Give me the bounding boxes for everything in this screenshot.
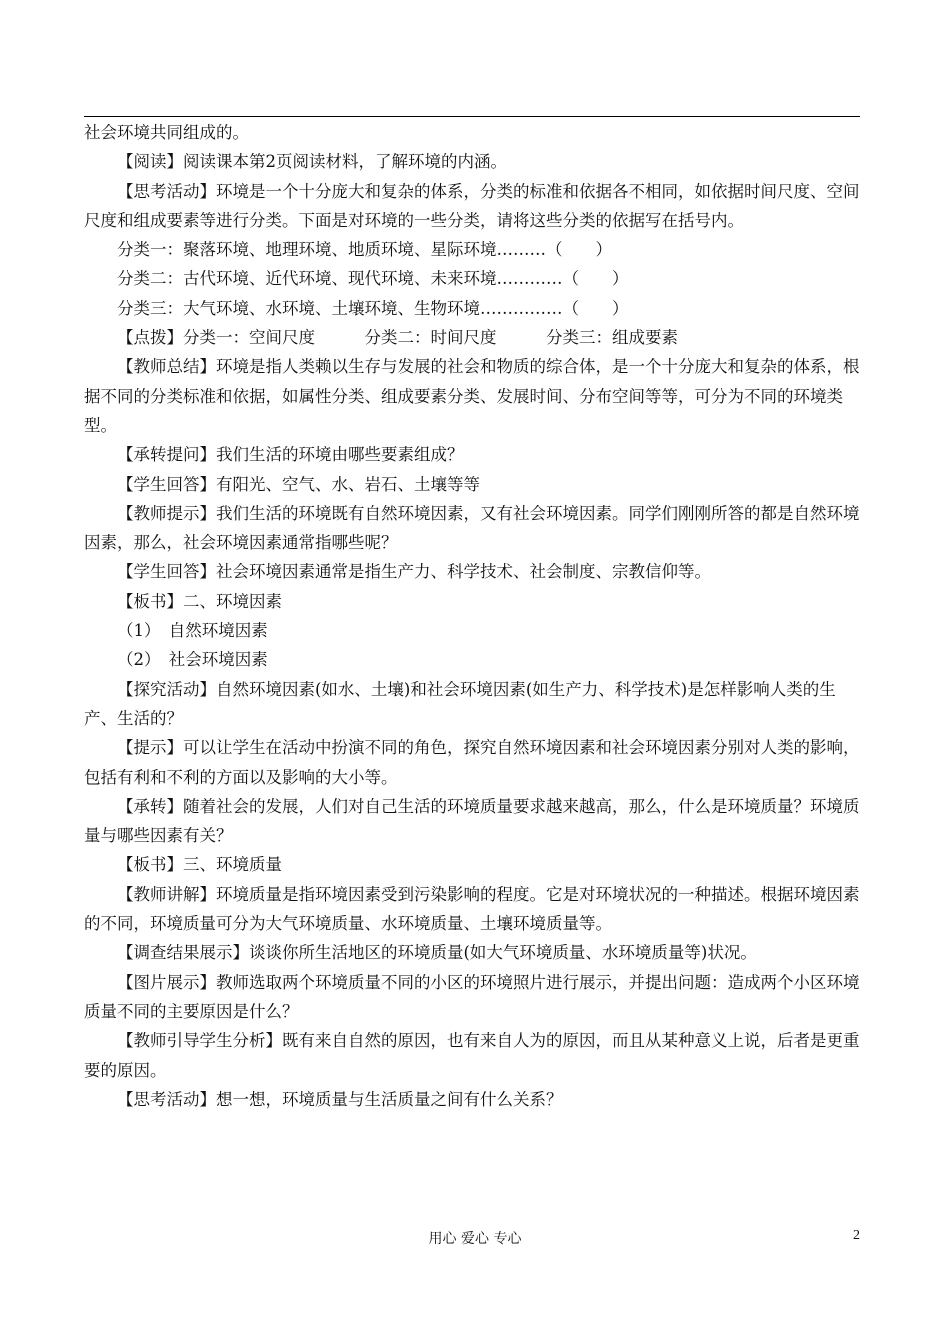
paragraph-continuation: 社会环境共同组成的。 <box>84 123 249 142</box>
paragraph-thinking-activity: 【思考活动】环境是一个十分庞大和复杂的体系，分类的标准和依据各不相同，如依据时间尺度、空间尺度和组成要素等进行分类。下面是对环境的一些分类，请将这些分类的依据写在括号内。 <box>84 181 860 230</box>
document-body <box>84 118 860 1114</box>
paragraph-picture-display: 【图片展示】教师选取两个环境质量不同的小区的环境照片进行展示，并提出问题：造成两个小区环境质量不同的主要原因是什么？ <box>84 972 860 1021</box>
paragraph-student-answer-1: 【学生回答】有阳光、空气、水、岩石、土壤等等 <box>117 474 480 494</box>
paragraph-thinking-activity-2: 【思考活动】想一想，环境质量与生活质量之间有什么关系？ <box>117 1089 563 1109</box>
paragraph-teacher-prompt: 【教师提示】我们生活的环境既有自然环境因素，又有社会环境因素。同学们刚刚所答的都是自然环境因素，那么，社会环境因素通常指哪些呢？ <box>84 503 860 553</box>
paragraph-transition-question: 【承转提问】我们生活的环境由哪些要素组成？ <box>117 445 464 465</box>
paragraph-transition: 【承转】随着社会的发展，人们对自己生活的环境质量要求越来越高，那么，什么是环境质量？环境质量与哪些因素有关？ <box>84 796 860 846</box>
paragraph-inquiry-activity: 【探究活动】自然环境因素(如水、土壤)和社会环境因素(如生产力、科学技术)是怎样影响人类的生产、生活的？ <box>84 679 836 728</box>
paragraph-hint: 【点拨】分类一：空间尺度 分类二：时间尺度 分类三：组成要素 <box>117 328 678 348</box>
list-item-social-factors: （2） 社会环境因素 <box>117 650 268 670</box>
paragraph-teacher-summary: 【教师总结】环境是指人类赖以生存与发展的社会和物质的综合体，是一个十分庞大和复杂的体系，根据不同的分类标准和依据，如属性分类、组成要素分类、发展时间、分布空间等等，可分为不同的环境类型。 <box>84 357 860 435</box>
classification-three: 分类三：大气环境、水环境、土壤环境、生物环境……………（ ） <box>117 298 629 318</box>
page-number: 2 <box>853 1228 860 1243</box>
paragraph-survey-results: 【调查结果展示】谈谈你所生活地区的环境质量(如大气环境质量、水环境质量等)状况。 <box>117 943 757 963</box>
list-item-natural-factors: （1） 自然环境因素 <box>117 621 268 641</box>
paragraph-tip: 【提示】可以让学生在活动中扮演不同的角色，探究自然环境因素和社会环境因素分别对人类的影响，包括有利和不利的方面以及影响的大小等。 <box>84 738 860 787</box>
paragraph-board-3: 【板书】三、环境质量 <box>117 855 282 875</box>
paragraph-teacher-explanation: 【教师讲解】环境质量是指环境因素受到污染影响的程度。它是对环境状况的一种描述。根据环境因素的不同，环境质量可分为大气环境质量、水环境质量、土壤环境质量等。 <box>84 884 860 934</box>
footer-motto: 用心 爱心 专心 <box>428 1231 522 1247</box>
header-rule <box>84 116 860 117</box>
paragraph-guided-analysis: 【教师引导学生分析】既有来自自然的原因，也有来自人为的原因，而且从某种意义上说，后者是更重要的原因。 <box>84 1031 860 1080</box>
classification-two: 分类二：古代环境、近代环境、现代环境、未来环境…………（ ） <box>117 269 629 289</box>
paragraph-reading: 【阅读】阅读课本第2页阅读材料，了解环境的内涵。 <box>117 152 507 172</box>
classification-one: 分类一：聚落环境、地理环境、地质环境、星际环境………（ ） <box>117 240 612 260</box>
paragraph-board-2: 【板书】二、环境因素 <box>117 591 282 611</box>
paragraph-student-answer-2: 【学生回答】社会环境因素通常是指生产力、科学技术、社会制度、宗教信仰等。 <box>117 562 711 582</box>
